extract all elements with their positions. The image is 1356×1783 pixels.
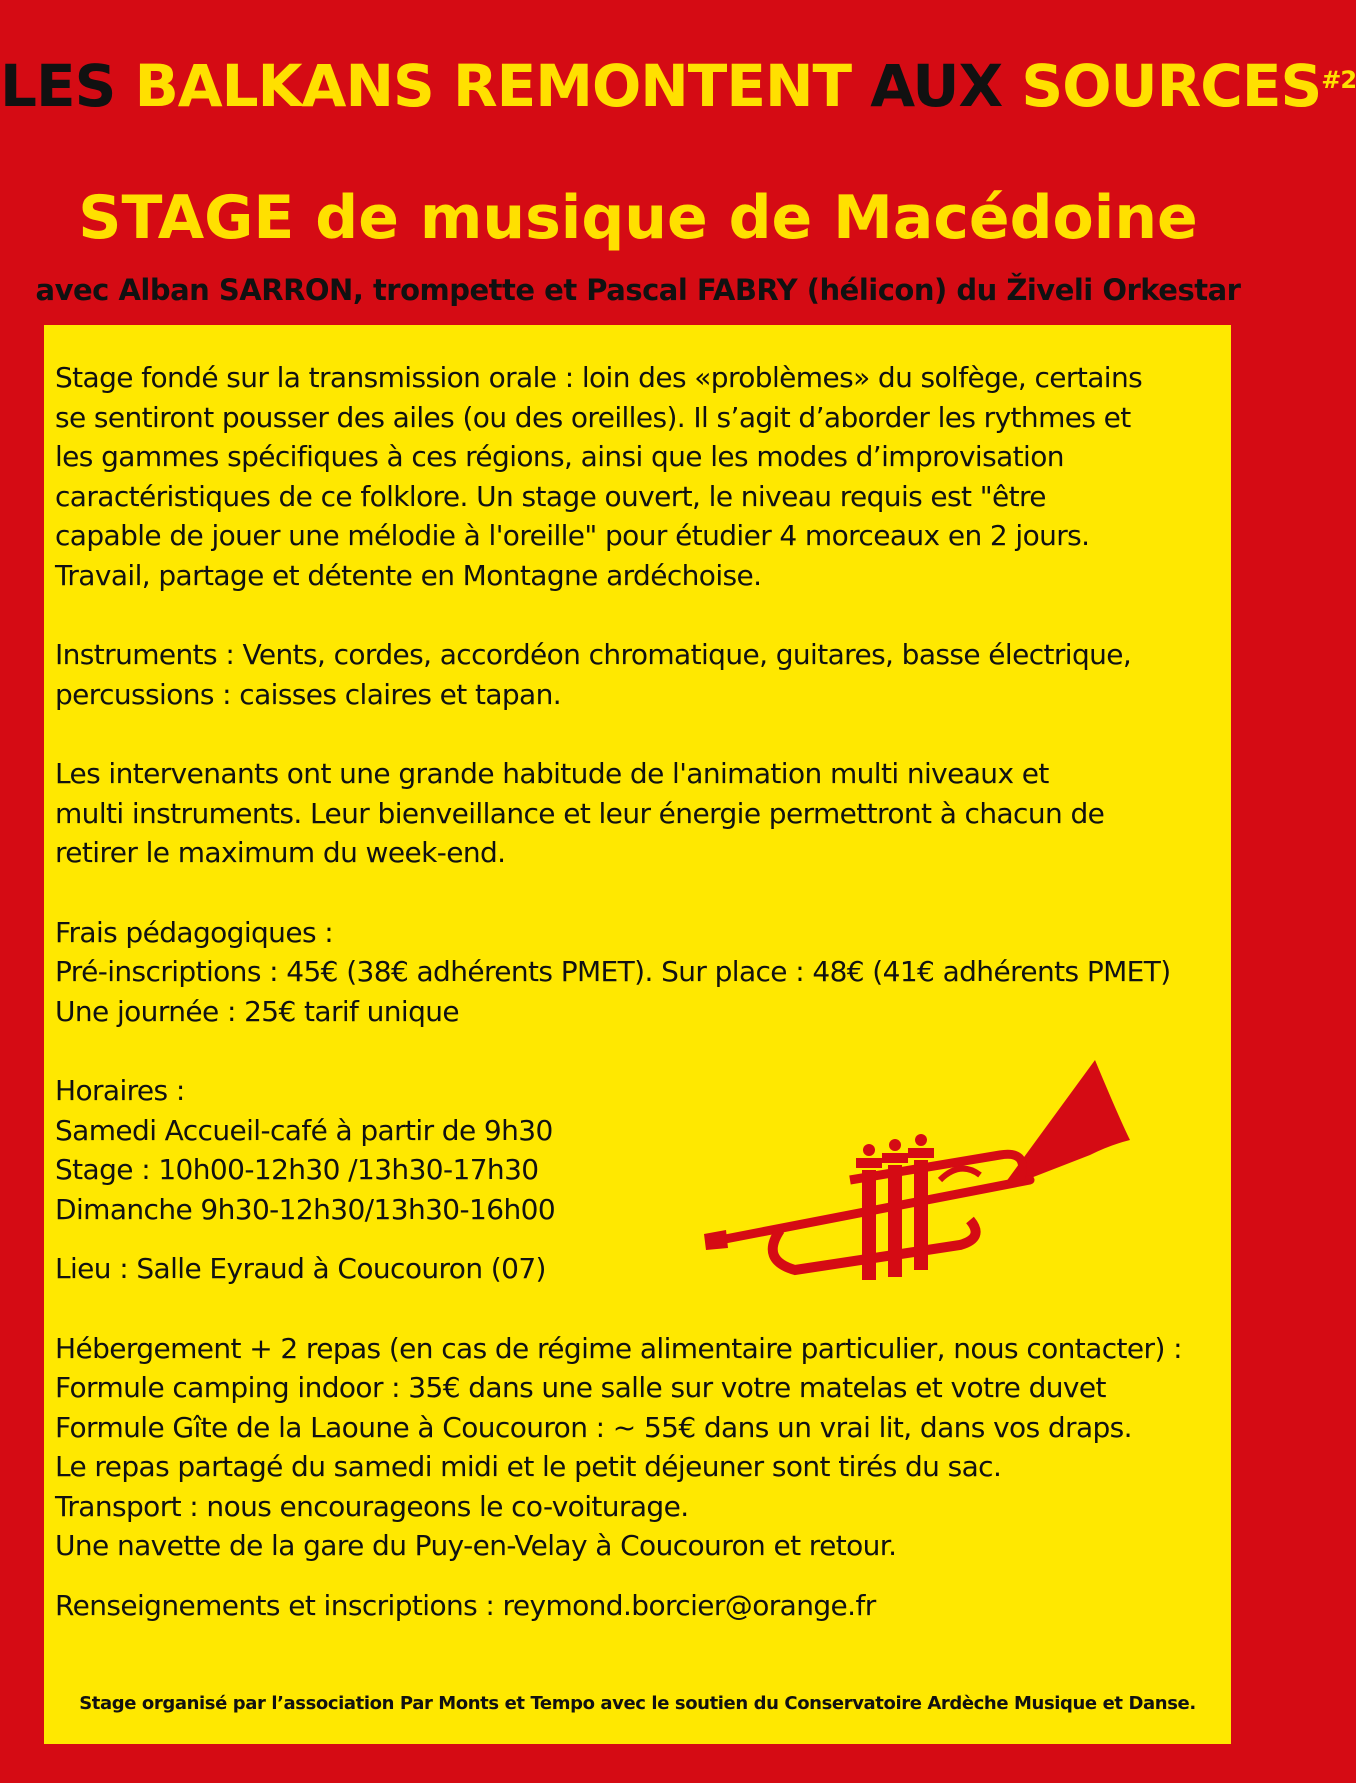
intro-line: caractéristiques de ce folklore. Un stage ouvert, le niveau requis est "être [55,479,1046,513]
horaires-line: Dimanche 9h30-12h30/13h30-16h00 [55,1192,556,1226]
frais-line: Frais pédagogiques : [55,915,334,949]
lieu-line: Lieu : Salle Eyraud à Coucouron (07) [55,1252,546,1285]
poster-subtitle: STAGE de musique de Macédoine [78,183,1198,253]
instruments-section [55,635,1225,714]
instruments-line: Instruments : Vents, cordes, accordéon chromatique, guitares, basse électrique, [55,638,1132,671]
hebergement-line: Transport : nous encourageons le co-voiturage. [55,1489,689,1523]
intro-line: capable de jouer une mélodie à l'oreille" pour étudier 4 morceaux en 2 jours. [55,519,1090,552]
title-edition: #2 [1321,66,1356,94]
poster-title [0,50,1356,122]
contact-line: Renseignements et inscriptions : reymond.borcier@orange.fr [55,1588,876,1622]
trumpet-icon [700,1060,1140,1300]
artists-line: avec Alban SARRON, trompette et Pascal FABRY (hélicon) du Živeli Orkestar [35,273,1241,307]
title-word-sources: SOURCES [1021,52,1322,120]
intro-line: se sentiront pousser des ailes (ou des oreilles). Il s’agit d’aborder les rythmes et [55,400,1131,434]
horaires-line: Horaires : [55,1074,185,1107]
hebergement-line: Formule Gîte de la Laoune à Coucouron : ~ 55€ dans un vrai lit, dans vos draps. [55,1410,1132,1444]
intervenants-section [55,754,1225,873]
hebergement-line: Formule camping indoor : 35€ dans une salle sur votre matelas et votre duvet [55,1371,1106,1404]
title-word-aux: AUX [870,52,1003,120]
hebergement-line: Le repas partagé du samedi midi et le petit déjeuner sont tirés du sac. [55,1450,1002,1483]
hebergement-line: Une navette de la gare du Puy-en-Velay à Coucouron et retour. [55,1529,897,1562]
intervenants-line: Les intervenants ont une grande habitude de l'animation multi niveaux et [55,757,1049,790]
hebergement-section [55,1329,1225,1566]
info-content [55,358,1225,1625]
frais-line: Pré-inscriptions : 45€ (38€ adhérents PMET). Sur place : 48€ (41€ adhérents PMET) [55,955,1171,988]
intervenants-line: multi instruments. Leur bienveillance et leur énergie permettront à chacun de [55,796,1105,830]
intro-line: Stage fondé sur la transmission orale : loin des «problèmes» du solfège, certains [55,361,1143,394]
frais-line: Une journée : 25€ tarif unique [55,994,460,1028]
hebergement-line: Hébergement + 2 repas (en cas de régime alimentaire particulier, nous contacter) : [55,1331,1182,1365]
frais-section [55,913,1225,1032]
intervenants-line: retirer le maximum du week-end. [55,836,506,869]
intro-section [55,358,1225,595]
horaires-line: Stage : 10h00-12h30 /13h30-17h30 [55,1153,539,1186]
title-word-balkans: BALKANS REMONTENT [134,52,852,120]
title-word-les: LES [0,52,116,120]
horaires-line: Samedi Accueil-café à partir de 9h30 [55,1113,553,1147]
intro-line: Travail, partage et détente en Montagne ardéchoise. [55,558,762,592]
footer-credits: Stage organisé par l’association Par Monts et Tempo avec le soutien du Conservatoire Ardèche Musique et Danse. [79,1693,1196,1714]
intro-line: les gammes spécifiques à ces régions, ainsi que les modes d’improvisation [55,440,1064,473]
instruments-line: percussions : caisses claires et tapan. [55,677,562,711]
